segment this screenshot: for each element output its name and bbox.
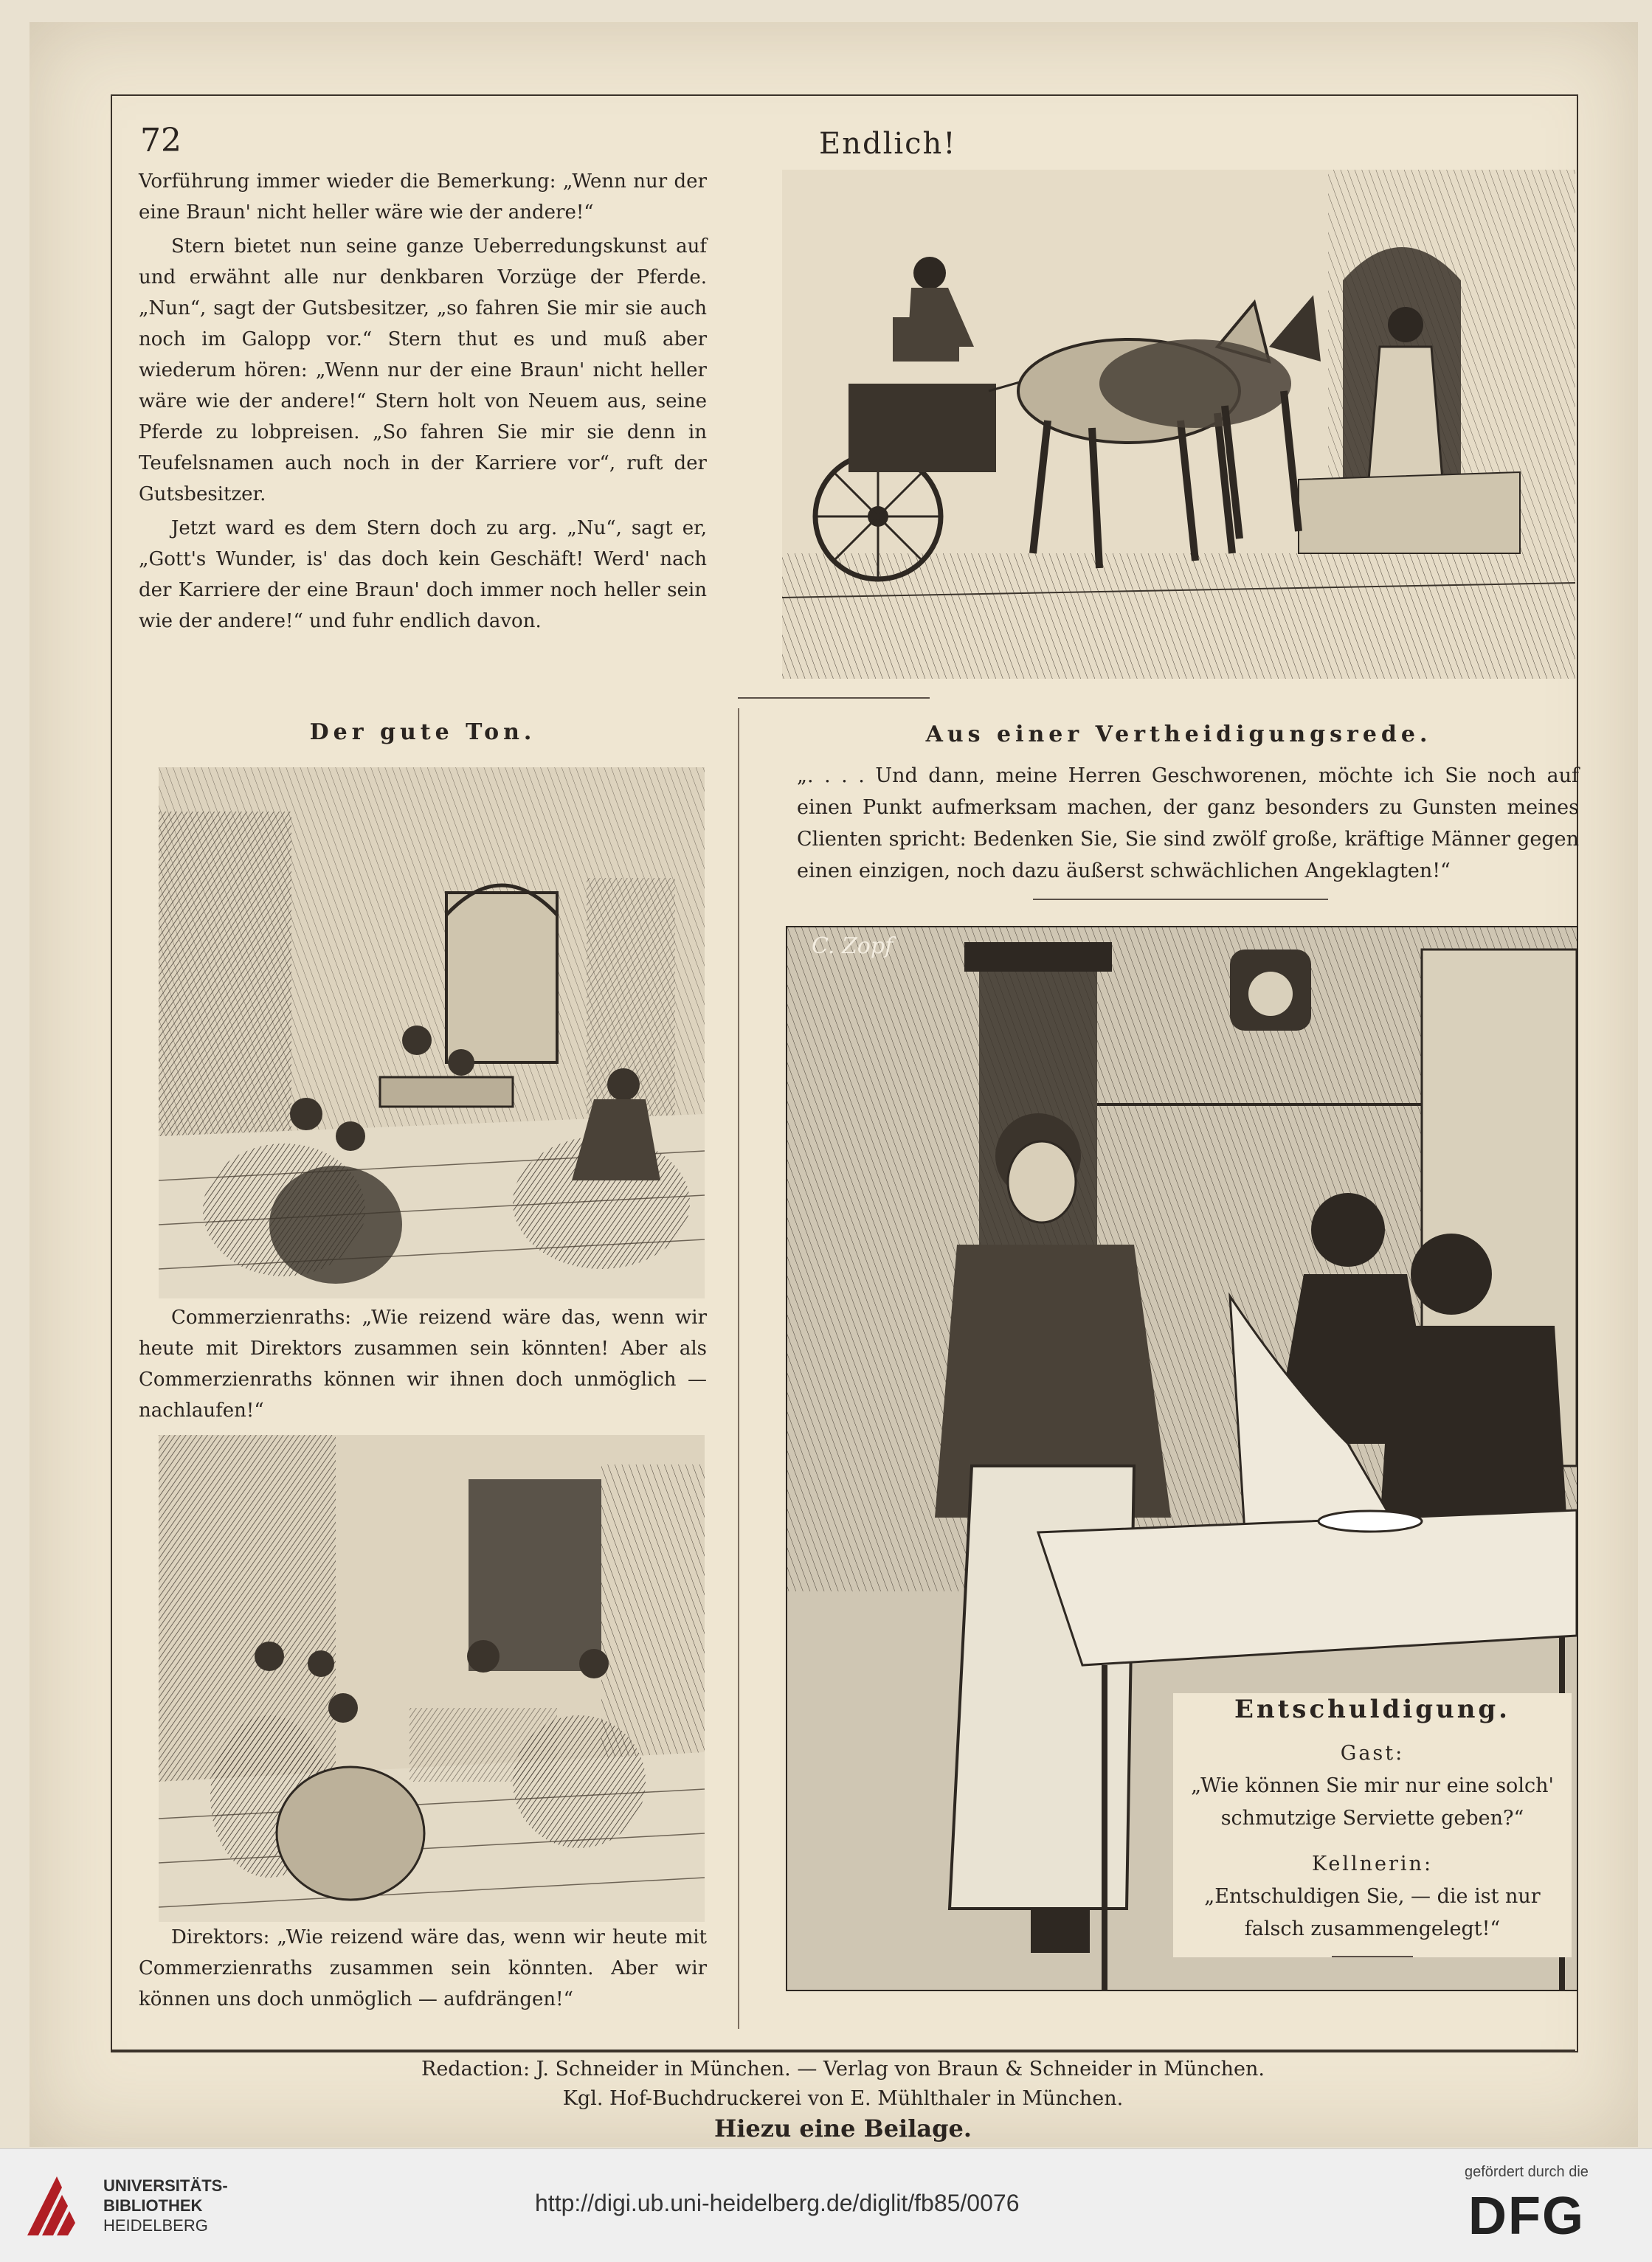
dialog-speaker-waitress: Kellnerin:	[1311, 1853, 1434, 1875]
footer-rule	[111, 2050, 1575, 2051]
viewer-footer-bar	[0, 2148, 1652, 2262]
funded-by-label: gefördert durch die	[1465, 2164, 1589, 2180]
dialog-title: Entschuldigung.	[1234, 1695, 1511, 1724]
imprint-publisher: Redaction: J. Schneider in München. — Verlag von Braun & Schneider in München.	[421, 2058, 1265, 2081]
dialog-line-guest: „Wie können Sie mir nur eine solch' schmutzige Serviette geben?“	[1191, 1774, 1554, 1830]
section-title-vertheidigungsrede: Aus einer Vertheidigungsrede.	[925, 722, 1432, 747]
library-name-line-1: UNIVERSITÄTS-	[103, 2176, 228, 2195]
entschuldigung-dialog	[1173, 1693, 1572, 1957]
story-paragraph-2: Stern bietet nun seine ganze Ueberredungskunst auf und erwähnt alle nur denkbaren Vorzüge der Pferde. „Nun“, sagt der Gutsbesitzer, „so fahren Sie mir sie auch noch im Galopp vor.“ Stern thut es und muß aber wiederum hören: „Wenn nur der eine Braun' nicht heller wäre wie der andere!“ Stern holt von Neuem aus, seine Pferde zu lobpreisen. „So fahren Sie mir sie denn in Teufelsnamen auch noch in der Karriere vor“, ruft der Gutsbesitzer.	[139, 235, 707, 505]
story-paragraph-1: Vorführung immer wieder die Bemerkung: „Wenn nur der eine Braun' nicht heller wäre wie der andere!“	[139, 170, 707, 224]
imprint-supplement: Hiezu eine Beilage.	[714, 2114, 972, 2142]
illustration-endlich-coach	[782, 170, 1575, 679]
library-name-line-3: HEIDELBERG	[103, 2216, 208, 2235]
illustration-salon-direktors	[159, 1435, 705, 1922]
column-divider	[738, 708, 739, 2029]
imprint-printer: Kgl. Hof-Buchdruckerei von E. Mühlthaler in München.	[562, 2087, 1124, 2110]
vertheidigungsrede-text: „. . . . Und dann, meine Herren Geschworenen, möchte ich Sie noch auf einen Punkt aufmerksam machen, der ganz besonders zu Gunsten meines Clienten spricht: Bedenken Sie, Sie sind zwölf große, kräftige Männer gegen einen einzigen, noch dazu äußerst schwächlichen Angeklagten!“	[797, 764, 1579, 882]
rule-right	[738, 697, 930, 699]
imprint	[111, 2055, 1575, 2143]
dialog-line-waitress: „Entschuldigen Sie, — die ist nur falsch zusammengelegt!“	[1204, 1885, 1541, 1940]
dfg-logo[interactable]: DFG	[1468, 2187, 1585, 2246]
university-library-logo-icon[interactable]	[16, 2165, 97, 2247]
left-column-story	[139, 166, 707, 640]
caption-commerzienraths: Commerzienraths: „Wie reizend wäre das, wenn wir heute mit Direktors zusammen sein könnten! Aber als Commerzienraths können wir ihnen doch unmöglich — nachlaufen!“	[139, 1307, 707, 1422]
library-name[interactable]	[103, 2176, 228, 2235]
signature-text: C. Zopf	[812, 933, 894, 959]
permalink-url[interactable]: http://digi.ub.uni-heidelberg.de/diglit/fb85/0076	[535, 2190, 1020, 2216]
illustration-salon-commerzienraths	[159, 767, 705, 1298]
library-name-line-2: BIBLIOTHEK	[103, 2196, 203, 2215]
story-paragraph-3: Jetzt ward es dem Stern doch zu arg. „Nu“, sagt er, „Gott's Wunder, is' das doch kein Geschäft! Werd' nach der Karriere der eine Braun' doch immer noch heller sein wie der andere!“ und fuhr endlich davon.	[139, 517, 707, 632]
dialog-speaker-guest: Gast:	[1340, 1742, 1405, 1765]
illustration-signature	[812, 933, 900, 963]
caption-direktors: Direktors: „Wie reizend wäre das, wenn wir heute mit Commerzienraths zusammen sein könnten. Aber wir können uns doch unmöglich — aufdrängen!“	[139, 1926, 707, 2010]
rule-under-rede	[1033, 899, 1328, 900]
section-title-der-gute-ton: Der gute Ton.	[309, 719, 536, 745]
running-title: Endlich!	[819, 127, 957, 161]
dialog-end-rule	[1332, 1956, 1413, 1957]
page-number: 72	[140, 122, 182, 159]
